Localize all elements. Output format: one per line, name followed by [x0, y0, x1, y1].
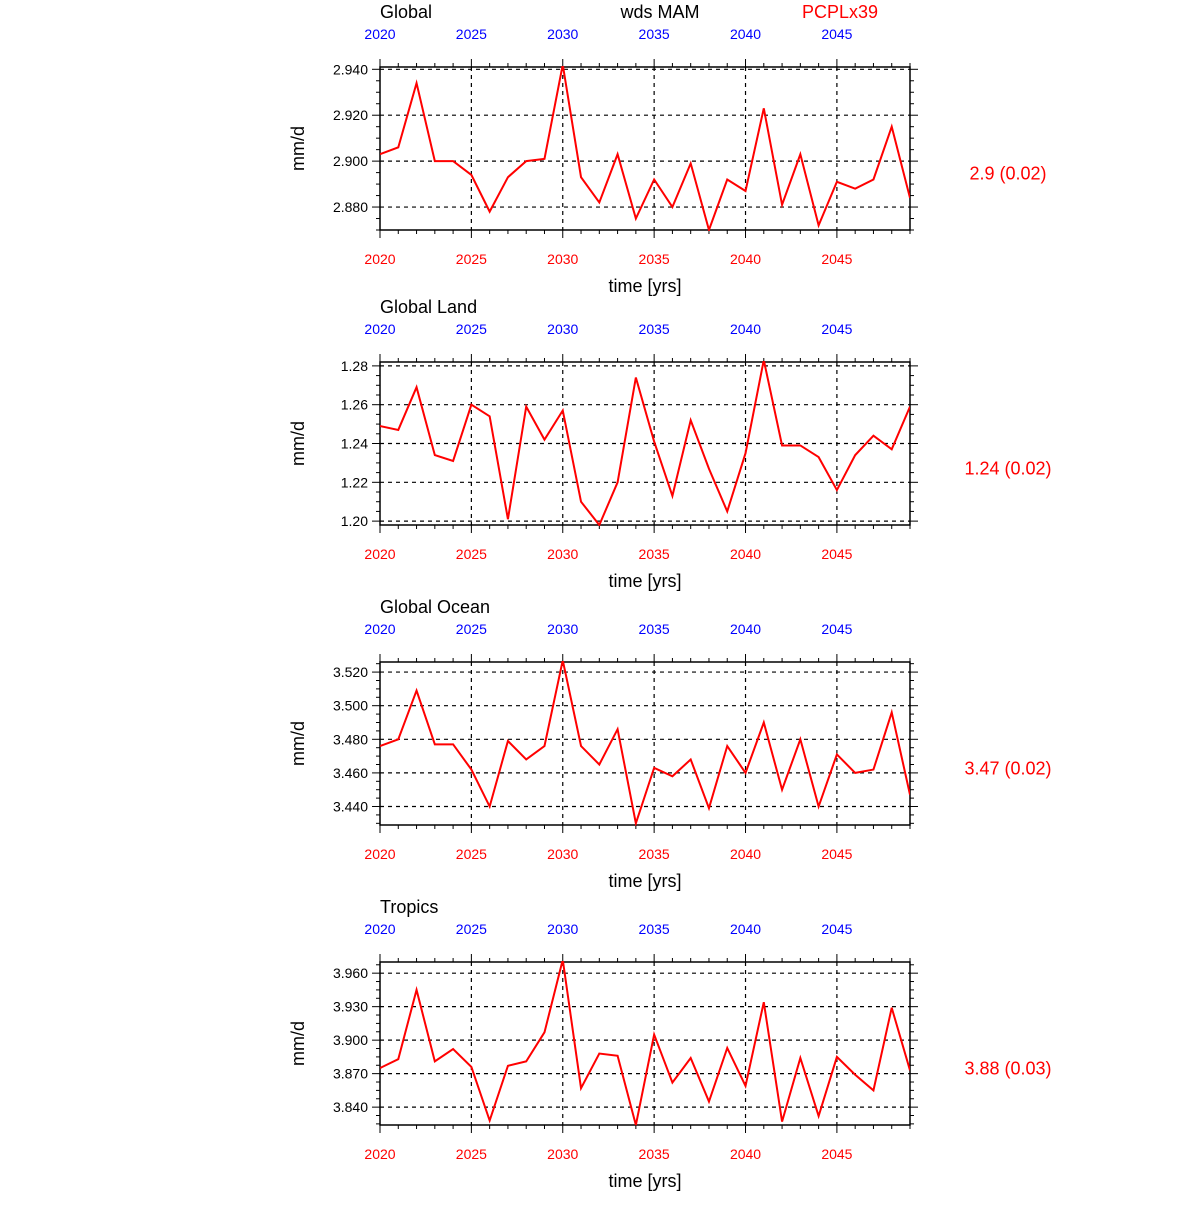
- y-tick-label: 3.930: [332, 998, 368, 1015]
- x-tick-label: 2020: [364, 546, 396, 562]
- x-tick-label-top: 2030: [547, 321, 579, 337]
- x-tick-label-top: 2025: [455, 26, 487, 42]
- x-tick-label-top: 2035: [638, 921, 670, 937]
- x-tick-label-top: 2025: [455, 321, 487, 337]
- y-tick-label: 3.870: [332, 1065, 368, 1082]
- stat-value: 2.9 (0.02): [969, 163, 1047, 184]
- x-tick-label: 2040: [729, 251, 762, 267]
- x-tick-label: 2025: [455, 846, 487, 862]
- y-tick-label: 1.26: [340, 396, 368, 413]
- x-tick-label: 2040: [729, 1146, 762, 1162]
- y-tick-label: 3.500: [332, 697, 368, 714]
- y-tick-label: 3.840: [332, 1099, 368, 1116]
- x-tick-label: 2040: [729, 546, 762, 562]
- x-tick-label: 2030: [547, 846, 579, 862]
- x-tick-label-top: 2030: [547, 621, 579, 637]
- x-tick-label-top: 2020: [364, 621, 396, 637]
- x-tick-label-top: 2030: [547, 921, 579, 937]
- plot-frame: [380, 67, 910, 230]
- chart-panel-1: [288, 297, 1052, 591]
- chart-title: Global Land: [380, 297, 478, 317]
- y-tick-label: 1.22: [340, 474, 368, 491]
- x-tick-label-top: 2045: [821, 321, 853, 337]
- x-tick-label: 2025: [455, 546, 487, 562]
- x-tick-label: 2030: [547, 546, 579, 562]
- series-line: [380, 360, 910, 525]
- x-tick-label: 2025: [455, 251, 487, 267]
- x-tick-label-top: 2035: [638, 26, 670, 42]
- y-axis-label: mm/d: [288, 421, 308, 466]
- x-tick-label-top: 2045: [821, 621, 853, 637]
- chart-panel-2: [288, 597, 1052, 891]
- variable-label: wds MAM: [620, 2, 700, 22]
- y-tick-label: 1.28: [340, 357, 368, 374]
- y-tick-label: 2.880: [332, 199, 368, 216]
- x-tick-label-top: 2020: [364, 921, 396, 937]
- x-tick-label: 2035: [638, 1146, 670, 1162]
- y-tick-label: 2.940: [332, 61, 368, 78]
- plot-frame: [380, 662, 910, 825]
- stat-value: 3.47 (0.02): [964, 758, 1052, 779]
- chart-title: Global: [380, 2, 433, 22]
- chart-panel-3: [288, 897, 1052, 1191]
- series-line: [380, 960, 910, 1125]
- x-tick-label-top: 2025: [455, 921, 487, 937]
- x-tick-label: 2020: [364, 1146, 396, 1162]
- y-tick-label: 1.24: [340, 435, 368, 452]
- chart-panel-0: [288, 2, 1047, 296]
- y-tick-label: 3.440: [332, 798, 368, 815]
- x-tick-label-top: 2040: [729, 921, 762, 937]
- plot-frame: [380, 962, 910, 1125]
- x-tick-label: 2035: [638, 846, 670, 862]
- y-tick-label: 1.20: [340, 513, 368, 530]
- x-tick-label-top: 2040: [729, 26, 762, 42]
- x-tick-label-top: 2045: [821, 26, 853, 42]
- x-tick-label-top: 2035: [638, 621, 670, 637]
- y-tick-label: 3.460: [332, 764, 368, 781]
- chart-title: Tropics: [380, 897, 439, 917]
- x-tick-label: 2045: [821, 1146, 853, 1162]
- y-tick-label: 3.520: [332, 664, 368, 681]
- x-tick-label: 2025: [455, 1146, 487, 1162]
- x-tick-label-top: 2020: [364, 26, 396, 42]
- x-tick-label: 2020: [364, 251, 396, 267]
- x-tick-label: 2035: [638, 546, 670, 562]
- chart-title: Global Ocean: [380, 597, 491, 617]
- x-tick-label-top: 2030: [547, 26, 579, 42]
- y-axis-label: mm/d: [288, 721, 308, 766]
- x-tick-label-top: 2035: [638, 321, 670, 337]
- x-tick-label-top: 2045: [821, 921, 853, 937]
- x-tick-label: 2045: [821, 251, 853, 267]
- y-tick-label: 3.480: [332, 731, 368, 748]
- x-axis-label: time [yrs]: [608, 276, 682, 296]
- x-tick-label: 2030: [547, 251, 579, 267]
- stat-value: 1.24 (0.02): [964, 458, 1052, 479]
- y-axis-label: mm/d: [288, 126, 308, 171]
- x-tick-label: 2045: [821, 546, 853, 562]
- x-tick-label: 2040: [729, 846, 762, 862]
- y-tick-label: 3.960: [332, 965, 368, 982]
- x-tick-label-top: 2040: [729, 621, 762, 637]
- x-axis-label: time [yrs]: [608, 871, 682, 891]
- y-axis-label: mm/d: [288, 1021, 308, 1066]
- x-tick-label: 2035: [638, 251, 670, 267]
- experiment-label: PCPLx39: [801, 2, 879, 22]
- y-tick-label: 2.920: [332, 107, 368, 124]
- x-tick-label-top: 2020: [364, 321, 396, 337]
- x-tick-label: 2030: [547, 1146, 579, 1162]
- x-axis-label: time [yrs]: [608, 571, 682, 591]
- stat-value: 3.88 (0.03): [964, 1058, 1052, 1079]
- x-tick-label-top: 2025: [455, 621, 487, 637]
- series-line: [380, 65, 910, 230]
- series-line: [380, 660, 910, 823]
- x-tick-label: 2045: [821, 846, 853, 862]
- x-axis-label: time [yrs]: [608, 1171, 682, 1191]
- x-tick-label-top: 2040: [729, 321, 762, 337]
- y-tick-label: 2.900: [332, 153, 368, 170]
- y-tick-label: 3.900: [332, 1032, 368, 1049]
- x-tick-label: 2020: [364, 846, 396, 862]
